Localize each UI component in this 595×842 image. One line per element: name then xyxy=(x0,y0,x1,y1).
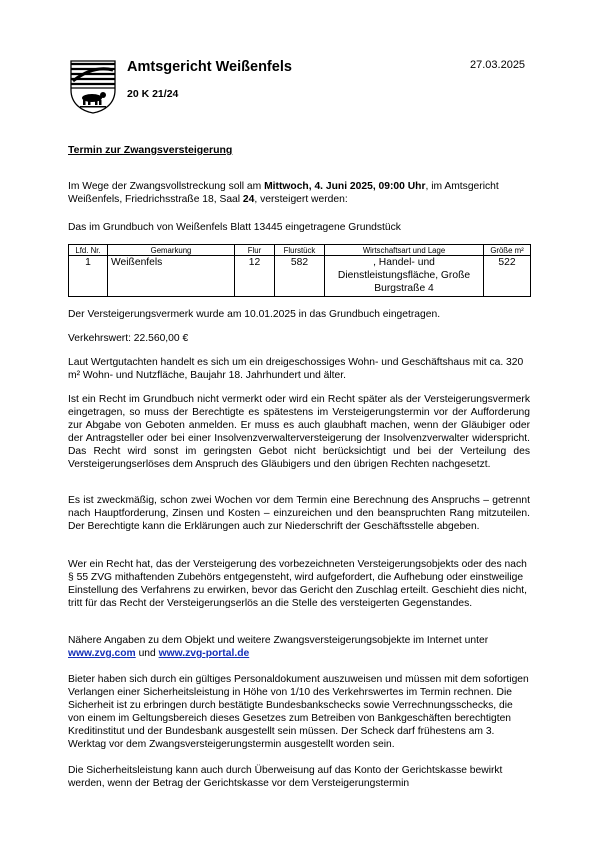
paragraph-angaben: Nähere Angaben zu dem Objekt und weitere Zwangsversteigerungsobjekte im Internet unter www.zvg.com und www.zvg-portal.de xyxy=(68,635,489,660)
cell-wirtschaftsart: , Handel- und Dienstleistungsfläche, Große Burgstraße 4 xyxy=(325,256,484,297)
col-wirtschaftsart: Wirtschaftsart und Lage xyxy=(325,245,484,256)
saxony-anhalt-coat-of-arms-icon xyxy=(70,60,116,114)
paragraph-aufhebung: Wer ein Recht hat, das der Versteigerung des vorbezeichneten Versteigerungsobjekts oder des nach § 55 ZVG mithaftenden Zubehörs entgegensteht, wird aufgefordert, die Aufhebung oder einstweilige Einstellung des Verfahrens zu erwirken, bevor das Gericht den Zuschlag erteilt. Geschieht dies nicht, tritt für das Recht der Versteigerungserlös an die Stelle des versteigerten Gegenstandes. xyxy=(68,559,528,610)
auction-intro: Im Wege der Zwangsvollstreckung soll am Mittwoch, 4. Juni 2025, 09:00 Uhr, im Amtsgericht Weißenfels, Friedrichsstraße 18, Saal 24, versteigert werden: xyxy=(68,181,499,206)
case-number: 20 K 21/24 xyxy=(127,88,179,100)
col-gemarkung: Gemarkung xyxy=(108,245,235,256)
cell-gemarkung: Weißenfels xyxy=(108,256,235,297)
paragraph-verkehrswert: Verkehrswert: 22.560,00 € xyxy=(68,333,189,344)
paragraph-ueberweisung: Die Sicherheitsleistung kann auch durch Überweisung auf das Konto der Gerichtskasse bewirkt werden, wenn der Betrag der Gerichtskasse vor dem Versteigerungstermin xyxy=(68,765,503,790)
col-groesse: Größe m² xyxy=(484,245,531,256)
table-row xyxy=(69,256,531,297)
document-heading: Termin zur Zwangsversteigerung xyxy=(68,144,233,156)
land-register-table xyxy=(68,244,531,297)
paragraph-gutachten: Laut Wertgutachten handelt es sich um ein dreigeschossiges Wohn- und Geschäftshaus mit ca. 320 m² Wohn- und Nutzfläche, Baujahr 18. Jahrhundert und älter. xyxy=(68,357,524,382)
link-zvg-portal[interactable]: www.zvg-portal.de xyxy=(158,648,250,660)
paragraph-zweckmaessig: Es ist zweckmäßig, schon zwei Wochen vor dem Termin eine Berechnung des Anspruchs – getrennt nach Hauptforderung, Zinsen und Kosten – einzureichen und den beanspruchten Rang mitzuteilen. Der Berechtigte kann die Erklärungen auch zur Niederschrift der Geschäftsstelle abgeben. xyxy=(68,495,530,533)
col-flur: Flur xyxy=(235,245,275,256)
court-name: Amtsgericht Weißenfels xyxy=(127,59,292,75)
cell-flur: 12 xyxy=(235,256,275,297)
document-date: 27.03.2025 xyxy=(470,59,526,71)
paragraph-vermerk: Der Versteigerungsvermerk wurde am 10.01.2025 in das Grundbuch eingetragen. xyxy=(68,309,441,320)
link-zvg-com[interactable]: www.zvg.com xyxy=(68,648,136,660)
col-flurstueck: Flurstück xyxy=(275,245,325,256)
table-header-row xyxy=(69,245,531,256)
property-intro: Das im Grundbuch von Weißenfels Blatt 13445 eingetragene Grundstück xyxy=(68,222,401,233)
paragraph-rechte: Ist ein Recht im Grundbuch nicht vermerkt oder wird ein Recht später als der Versteigerungsvermerk eingetragen, so muss der Berechtigte es spätestens im Versteigerungstermin vor der Aufforderung zur Abgabe von Geboten anmelden. Er muss es auch glaubhaft machen, wenn der Gläubiger oder der Antragsteller oder bei einer Insolvenzverwalterversteigerung der Insolvenzverwalter widerspricht. Das Recht wird sonst im geringsten Gebot nicht berücksichtigt und bei der Verteilung des Versteigerungserlöses dem Anspruch des Gläubigers und den übrigen Rechten nachgesetzt. xyxy=(68,394,530,471)
cell-flurstueck: 582 xyxy=(275,256,325,297)
paragraph-bieter: Bieter haben sich durch ein gültiges Personaldokument auszuweisen und müssen mit dem sofortigen Verlangen einer Sicherheitsleistung in Höhe von 1/10 des Verkehrswertes im Termin rechnen. Die Sicherheit ist zu erbringen durch bestätigte Bundesbankschecks sowie Verrechnungsschecks, die von einem im Geltungsbereich dieses Gesetzes zum Betreiben von Bankgeschäften berechtigten Kreditinstitut und der Bundesbank ausgestellt sein müssen. Der Scheck darf frühestens am 3. Werktag vor dem Zwangsversteigerungstermin ausgestellt worden sein. xyxy=(68,674,529,751)
cell-groesse: 522 xyxy=(484,256,531,297)
col-lfd-nr: Lfd. Nr. xyxy=(69,245,108,256)
cell-lfd-nr: 1 xyxy=(69,256,108,297)
